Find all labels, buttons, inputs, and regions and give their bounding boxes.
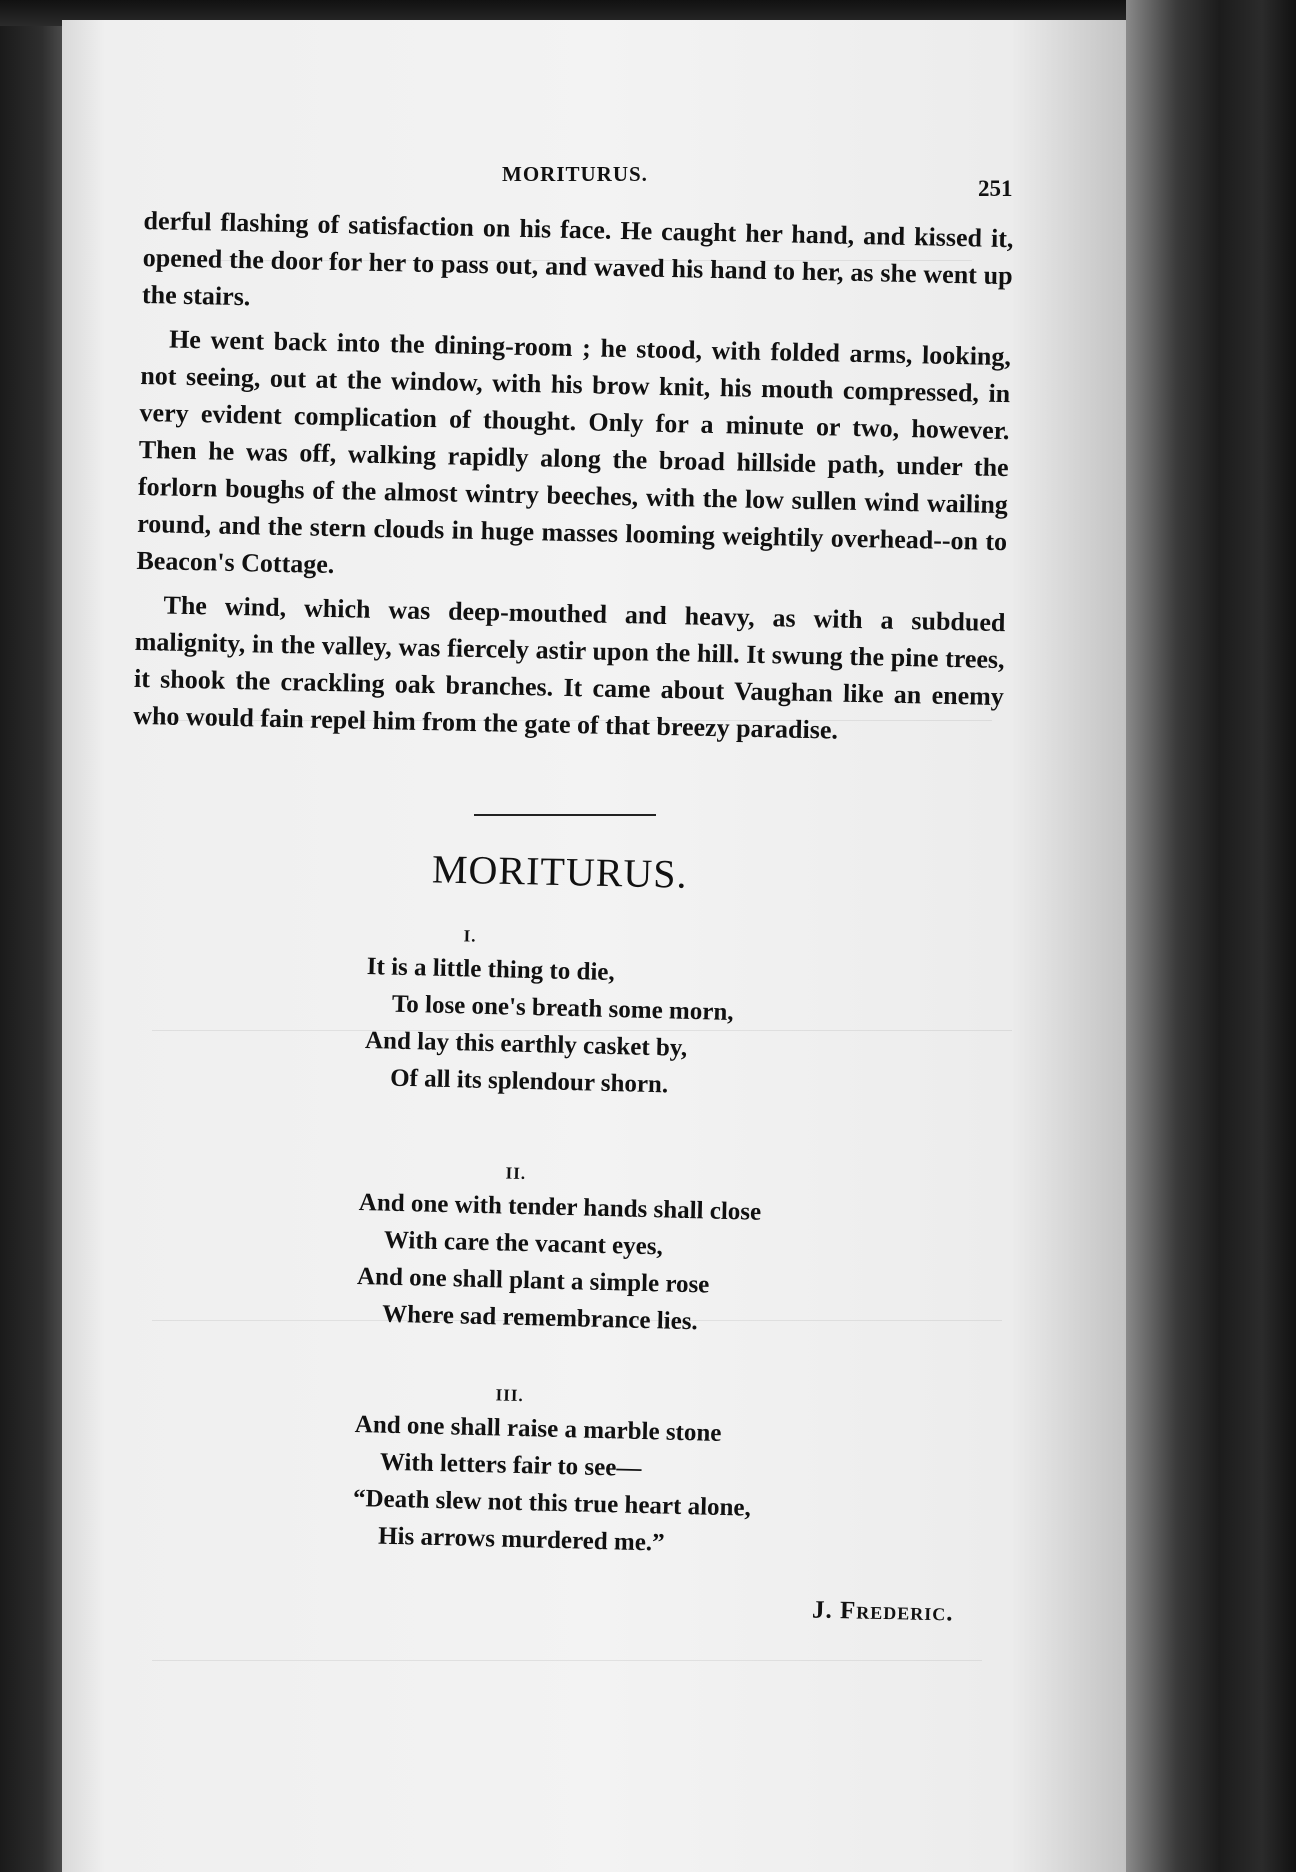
poem-line: It is a little thing to die, [366,952,616,987]
book-page [62,20,1140,1872]
poem-line: With care the vacant eyes, [383,1226,664,1261]
stanza-number: III. [495,1385,524,1406]
prose-paragraph: He went back into the dining-room ; he stood, with folded arms, looking, not seeing, out at the window, with his brow knit, his mouth compressed, in very evident complication of thought. Only for a minute or two, however. Then he was off, walking rapidly along the broad hillside path, under the forlorn boughs of the almost wintry beeches, with the low sullen wind wailing round, and the stern clouds in huge masses looming weightily overhead--on to Beacon's Cottage. [136,324,1012,580]
section-divider [474,814,656,816]
scan-edge-right [1126,0,1296,1872]
poem-line: With letters fair to see— [379,1448,642,1482]
poem-author: J. Frederic. [811,1596,954,1627]
poem-line: And one with tender hands shall close [358,1188,762,1226]
running-title: MORITURUS. [502,162,648,186]
page-number: 251 [978,176,1013,201]
prose-paragraph: derful flashing of satisfaction on his face. He caught her hand, and kissed it, opened the door for her to pass out, and waved his hand to her, as she went up the stairs. [141,205,1014,312]
poem-stanza [364,920,736,1105]
running-head [62,144,1140,201]
poem-line: And lay this earthly casket by, [364,1026,688,1062]
poem-line: “Death slew not this true heart alone, [352,1484,752,1522]
poem-line: And one shall raise a marble stone [354,1410,722,1447]
poem-line: Of all its splendour shorn. [389,1064,669,1099]
scan-edge-left [0,0,70,1872]
stanza-number: I. [463,926,477,946]
poem-title: MORITURUS. [431,846,689,897]
poem-line: His arrows murdered me.” [377,1522,665,1557]
poem-stanza [352,1378,754,1564]
stanza-number: II. [505,1163,527,1184]
prose-block [133,202,1014,752]
prose-paragraph: The wind, which was deep-mouthed and heavy, as with a subdued malignity, in the valley, was fiercely astir upon the hill. It swung the pine trees, it shook the crackling oak branches. It came about Vaughan like an enemy who would fain repel him from the gate of that breezy paradise. [132,590,1006,745]
bleed-through-line [152,1660,982,1661]
poem-line: To lose one's breath some morn, [391,990,734,1026]
poem-line: And one shall plant a simple rose [356,1262,710,1299]
poem-line: Where sad remembrance lies. [381,1300,699,1336]
poem-stanza [356,1156,763,1342]
